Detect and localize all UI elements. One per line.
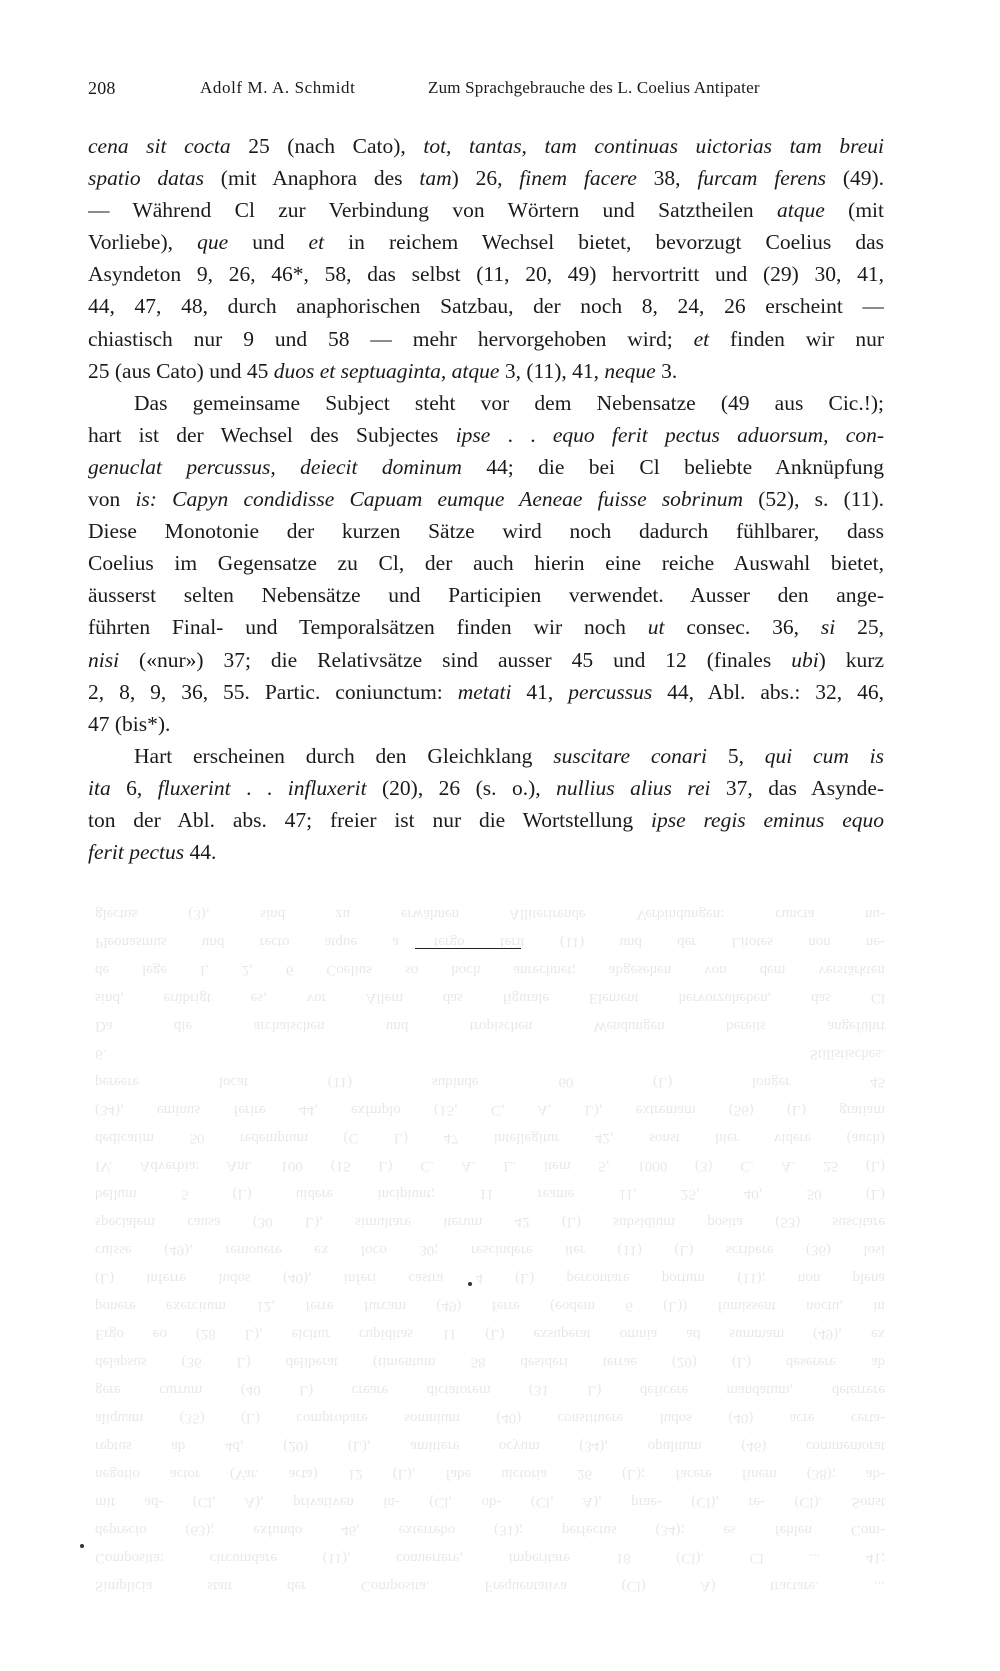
text-segment: ton der Abl. abs. 47; freier ist nur die Wortstellung <box>88 807 651 832</box>
italic-segment: si <box>820 615 836 640</box>
bleed-through-line: negotio actor (Var. acta) 12 (L), fabe uictoria 26 (L); facere finem (38); ab- <box>95 1466 885 1482</box>
page-number: 208 <box>88 78 116 98</box>
bleed-through-line: cuisse (49), remouere ex loco 30; rescindere iter (11) (L) scribere (36) losi <box>95 1242 885 1258</box>
bleed-through-line: (L) inferre ludos (40), inferi castra 4 (L) percontare portum (11); non plena <box>95 1270 885 1286</box>
text-line <box>88 611 884 643</box>
italic-segment: neque <box>604 358 656 383</box>
text-line <box>88 836 884 868</box>
text-line <box>88 483 884 515</box>
italic-segment: et <box>693 326 710 351</box>
text-segment: ) kurz <box>818 647 884 672</box>
italic-segment: spatio datas <box>88 166 204 191</box>
text-segment: Coelius im Gegensatze zu Cl, der auch hierin eine reiche Auswahl bietet, <box>88 551 884 576</box>
text-segment: chiastisch nur 9 und 58 — mehr hervorgehoben wird; <box>88 326 694 351</box>
italic-segment: ut <box>647 615 665 640</box>
text-line <box>88 772 884 804</box>
text-segment: Vorliebe), <box>88 230 198 255</box>
text-segment: 25, <box>835 615 884 640</box>
text-line <box>88 676 884 708</box>
text-segment: («nur») 37; die Relativsätze sind ausser 45 und 12 (finales <box>119 647 792 672</box>
text-segment: — Während Cl zur Verbindung von Wörtern und Satztheilen <box>88 198 778 223</box>
italic-segment: genuclat percussus, deiecit dominum <box>88 454 462 479</box>
bleed-through-line: gere currum (40 L) creare dictatorem (31 L) deficere mandatum, deterrere <box>95 1382 885 1398</box>
italic-segment: tot, tantas, tam continuas uictorias tam breui <box>423 134 884 158</box>
italic-segment: ipse <box>455 422 491 447</box>
bleed-through-line: sind, erübrigt es, vor Allem das figurale Element hervorzuheben, das Cl <box>95 990 885 1006</box>
bleed-through-line: ponere exercitum 12, ferre furcam (49) ferre (eodem 6 (L)) fumissent noctu, in <box>95 1298 885 1314</box>
text-segment: ) 26, <box>451 166 520 191</box>
bleed-through-line: Da die archaischen und tropischen Wendungen bereits angeführt <box>95 1018 885 1034</box>
italic-segment: ubi <box>791 647 819 672</box>
text-segment: Asyndeton 9, 26, 46*, 58, das selbst (11, 20, 49) hervortritt und (29) 30, 41, <box>88 262 884 287</box>
text-line <box>88 290 884 322</box>
bleed-through-line: glectus (3), sind zu erwähnen Alliterirende Verbindungen: cuncta nu- <box>95 906 885 922</box>
italic-segment: nisi <box>88 647 120 672</box>
bleed-through-line: specialem causa (30 L), simultare iterum 42 (L) subsidium posita (53) suscitare <box>95 1214 885 1230</box>
bleed-through-line: 6. Stilistisches. <box>95 1046 885 1062</box>
bleed-through-line: deprecio (63); exfundo 46, exterrebo (31); perfectus (34); es fehlen Com- <box>95 1522 885 1538</box>
text-line <box>88 194 884 226</box>
text-line <box>88 226 884 258</box>
bleed-through-line: delapsus (36 L) deliberat (timentum 58 desideri terrae (20) (L) deserere ab <box>95 1354 885 1370</box>
text-segment: 25 (nach Cato), <box>230 134 424 158</box>
italic-segment: cena sit cocta <box>88 134 231 158</box>
text-line <box>88 547 884 579</box>
text-segment: 37, das Asynde- <box>710 775 884 800</box>
text-line <box>88 355 884 387</box>
bleed-through-line: IV. Adverbia: Ant. 100 (15 L) C. A. L. item 5, 1000 (3) C. A. 25 (L) <box>95 1158 885 1174</box>
bleed-through-line: (34), eminus ferire 44, exfmplo (15, C, A, L), extremam (56) (L) gratiam <box>95 1102 885 1118</box>
bleed-through-line: reptus ab 4d, (20) (L), amittere ocyum (34), opulitum (46) commemorat <box>95 1438 885 1454</box>
text-segment: von <box>88 487 136 512</box>
body-text <box>88 130 884 868</box>
text-line <box>88 708 884 740</box>
text-segment: Das gemeinsame Subject steht vor dem Nebensatze (49 aus Cic.!); <box>134 390 884 415</box>
running-head <box>88 78 888 106</box>
text-segment: finden wir nur <box>709 326 884 351</box>
bleed-through-line: Composita: circumdare (11), conuertere, imperitare 18 (Cl). Cl ... 41; <box>95 1550 885 1566</box>
text-segment: 6, <box>110 775 158 800</box>
text-line <box>88 644 884 676</box>
italic-segment: percussus <box>568 679 653 704</box>
bleed-through-line: mit ad- (Cl, A), privativen in- (Cl, ob- (Cl, A), prae- (Cl), re- (Cl). Sonst <box>95 1494 885 1510</box>
bleed-through-line: de lege I, 2, 6 Coelius so hoch anrechnet; abgesehen von dem verstärkten <box>95 962 885 978</box>
text-line <box>88 162 884 194</box>
bleed-through-line: Ergo eo (28 L), eicitur cupiditas 11 (L) exsuperat omnia ad summam (49), ex <box>95 1326 885 1342</box>
text-segment: consec. 36, <box>664 615 821 640</box>
text-line <box>88 451 884 483</box>
text-segment: 41, <box>511 679 569 704</box>
text-segment: 47 (bis*). <box>88 711 171 736</box>
section-divider <box>415 948 521 949</box>
italic-segment: ita <box>88 775 111 800</box>
italic-segment: suscitare conari <box>553 743 708 768</box>
text-line <box>88 804 884 836</box>
paragraph <box>88 387 884 740</box>
text-segment: 44. <box>184 840 217 865</box>
italic-segment: finem facere <box>519 166 637 191</box>
italic-segment: atque <box>777 198 825 223</box>
text-segment: (20), 26 (s. o.), <box>366 775 557 800</box>
text-segment: in reichem Wechsel bietet, bevorzugt Coelius das <box>324 230 884 255</box>
italic-segment: tam <box>419 166 452 191</box>
text-segment: führten Final- und Temporalsätzen finden wir noch <box>88 615 648 640</box>
italic-segment: duos et septuaginta, atque <box>273 358 500 383</box>
text-segment: äusserst selten Nebensätze und Participien verwendet. Ausser den ange- <box>88 583 884 608</box>
text-segment: Diese Monotonie der kurzen Sätze wird noch dadurch fühlbarer, dass <box>88 519 884 544</box>
header-title: Zum Sprachgebrauche des L. Coelius Antipater <box>428 78 760 97</box>
paragraph <box>88 130 884 387</box>
text-segment: hart ist der Wechsel des Subjectes <box>88 422 456 447</box>
text-line <box>88 515 884 547</box>
italic-segment: ferit pectus <box>88 840 185 865</box>
text-line <box>88 323 884 355</box>
text-segment: (mit <box>824 198 884 223</box>
text-segment: 44, Abl. abs.: 32, 46, <box>652 679 884 704</box>
italic-segment: ipse regis eminus equo <box>651 807 884 832</box>
text-segment: Hart erscheinen durch den Gleichklang <box>134 743 554 768</box>
italic-segment: fluxerint <box>157 775 231 800</box>
italic-segment: equo ferit pectus aduorsum, con- <box>552 422 884 447</box>
text-segment: 2, 8, 9, 36, 55. Partic. coniunctum: <box>88 679 458 704</box>
text-line <box>88 740 884 772</box>
text-segment: 3, (11), 41, <box>499 358 605 383</box>
text-segment: 44, 47, 48, durch anaphorischen Satzbau, der noch 8, 24, 26 erscheint — <box>88 294 884 319</box>
italic-segment: furcam ferens <box>697 166 826 191</box>
text-segment: (49). <box>826 166 884 191</box>
italic-segment: is: Capyn condidisse Capuam eumque Aeneae fuisse sobrinum <box>135 487 744 512</box>
text-segment: 38, <box>636 166 698 191</box>
italic-segment: metati <box>457 679 512 704</box>
text-line <box>88 579 884 611</box>
text-segment: . . <box>230 775 288 800</box>
text-segment: (mit Anaphora des <box>203 166 420 191</box>
italic-segment: influxerit <box>287 775 367 800</box>
bleed-through-line: bellum 5 (L) uidere incipiunt; 11 reame 11, 25, 40, 50 (L) <box>95 1186 885 1202</box>
text-segment: 3. <box>655 358 678 383</box>
text-line <box>88 130 884 162</box>
italic-segment: nullius alius rei <box>556 775 711 800</box>
bleed-through-line: Simplicia statt der Composita. Frequentativa (Cl) A) tractare. ... <box>95 1578 885 1594</box>
bleed-through-line: pereere locat (11) subinde 60 (L) longer 45 <box>95 1074 885 1090</box>
text-line <box>88 387 884 419</box>
text-line <box>88 258 884 290</box>
italic-segment: que <box>197 230 229 255</box>
bleed-through-line: aliquam (35) (L) comprobare somnium (40) constituere ludos (40) acre certa- <box>95 1410 885 1426</box>
text-segment: . . <box>490 422 553 447</box>
bleed-through-line: dedicatim 50 redemptum (C L) 47 intellegitur 42, sonst hier videre (auch) <box>95 1130 885 1146</box>
ink-dot <box>80 1544 84 1548</box>
text-segment: und <box>228 230 309 255</box>
text-segment: (52), s. (11). <box>743 487 884 512</box>
paragraph <box>88 740 884 868</box>
italic-segment: qui cum is <box>764 743 884 768</box>
text-segment: 5, <box>707 743 765 768</box>
bleed-through-line: Pleonasmus und recto atque a tergo ferit (11) und der Litotes non ne- <box>95 934 885 950</box>
text-line <box>88 419 884 451</box>
text-segment: 25 (aus Cato) und 45 <box>88 358 274 383</box>
italic-segment: et <box>308 230 325 255</box>
ink-dot <box>468 1282 472 1286</box>
text-segment: 44; die bei Cl beliebte Anknüpfung <box>461 454 884 479</box>
header-author: Adolf M. A. Schmidt <box>200 78 356 97</box>
